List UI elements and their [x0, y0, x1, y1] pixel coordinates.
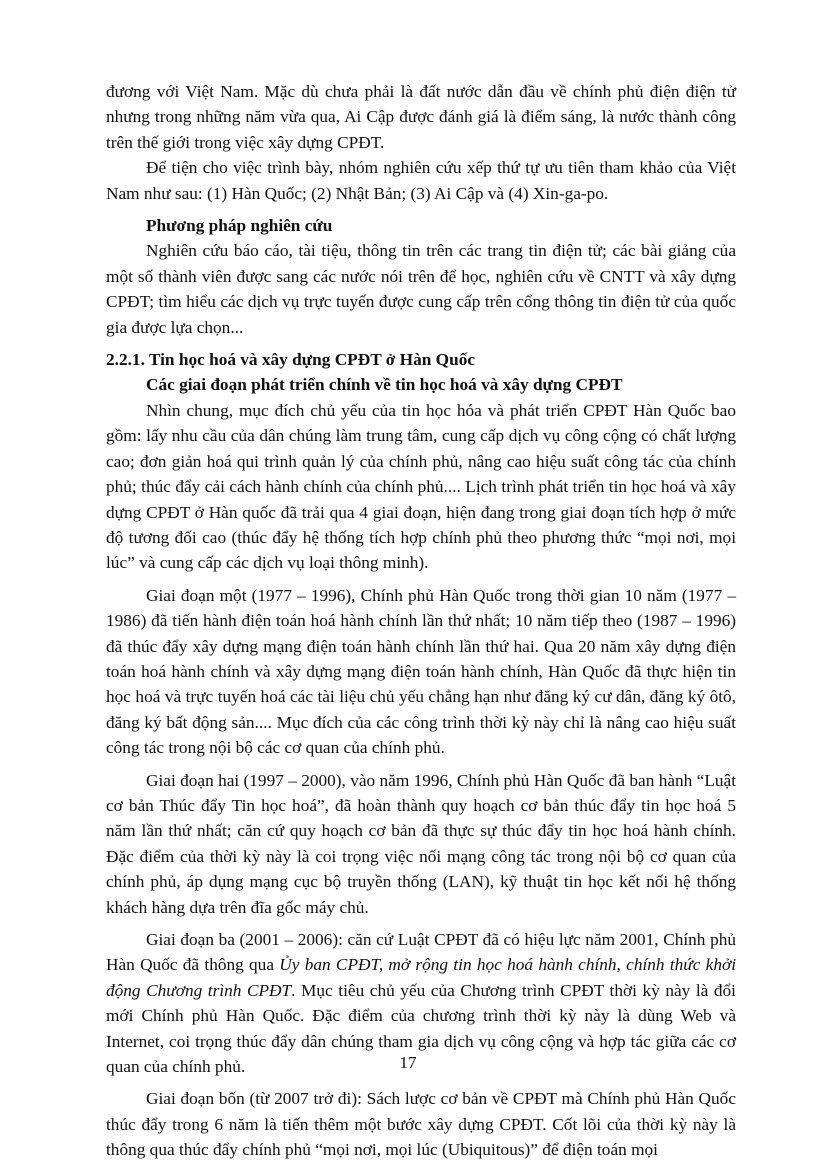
paragraph-priority-order: Để tiện cho việc trình bày, nhóm nghiên cứu xếp thứ tự ưu tiên tham khảo của Việt Nam như sau: (1) Hàn Quốc; (2) Nhật Bản; (3) Ai Cập và (4) Xin-ga-po.	[106, 158, 736, 203]
paragraph-continuation: đương với Việt Nam. Mặc dù chưa phải là đất nước dẫn đầu về chính phủ điện điện tử nhưng trong những năm vừa qua, Ai Cập được đánh giá là điểm sáng, là nước thành công trên thế giới trong việc xây dựng CPĐT.	[106, 82, 736, 152]
heading-research-method: Phương pháp nghiên cứu	[146, 216, 333, 236]
paragraph-stage-one: Giai đoạn một (1977 – 1996), Chính phủ Hàn Quốc trong thời gian 10 năm (1977 – 1986) đã tiến hành điện toán hoá hành chính lần thứ nhất; 10 năm tiếp theo (1987 – 1996) đã thúc đẩy xây dựng mạng điện toán hành chính lần thứ hai. Qua 20 năm xây dựng điện toán hoá hành chính và xây dựng mạng điện toán hành chính, Hàn Quốc đã thực hiện tin học hoá và trực tuyến hoá các tài liệu chủ yếu chẳng hạn như đăng ký cư dân, đăng ký ôtô, đăng ký bất động sản.... Mục đích của các công trình thời kỳ này chỉ là nâng cao hiệu suất công tác trong nội bộ các cơ quan của chính phủ.	[106, 585, 736, 758]
paragraph-overview: Nhìn chung, mục đích chủ yếu của tin học hóa và phát triển CPĐT Hàn Quốc bao gồm: lấy nhu cầu của dân chúng làm trung tâm, cung cấp dịch vụ công cộng có chất lượng cao; đơn giản hoá qui trình quản lý của chính phủ, nâng cao hiệu suất công tác của chính phủ; thúc đẩy cải cách hành chính của chính phủ.... Lịch trình phát triển tin học hoá và xây dựng CPĐT ở Hàn quốc đã trải qua 4 giai đoạn, hiện đang trong giai đoạn tích hợp ở mức độ tương đối cao (thúc đẩy hệ thống tích hợp chính phủ theo phương thức “mọi nơi, mọi lúc” và cung cấp các dịch vụ loại thông minh).	[106, 400, 736, 573]
page-body	[106, 79, 736, 1163]
paragraph-stage-four: Giai đoạn bốn (từ 2007 trở đi): Sách lược cơ bản về CPĐT mà Chính phủ Hàn Quốc thúc đẩy trong 6 năm là tiến thêm một bước xây dựng CPĐT. Cốt lõi của thời kỳ này là thông qua thúc đẩy chính phủ “mọi nơi, mọi lúc (Ubiquitous)” để điện toán mọi	[106, 1089, 736, 1160]
section-heading-korea: 2.2.1. Tin học hoá và xây dựng CPĐT ở Hàn Quốc	[106, 350, 476, 370]
subheading-development-stages: Các giai đoạn phát triển chính về tin học hoá và xây dựng CPĐT	[146, 375, 623, 395]
stage-three-text-b: . Mục tiêu chủ yếu của Chương trình CPĐT thời kỳ này là đổi mới Chính phủ Hàn Quốc. Đặc điểm của chương trình thời kỳ này là dùng Web và Internet, coi trọng thúc đẩy dân chúng tham gia dịch vụ công cộng và hợp tác giữa các cơ quan của chính phủ.	[106, 980, 736, 1077]
paragraph-stage-two: Giai đoạn hai (1997 – 2000), vào năm 1996, Chính phủ Hàn Quốc đã ban hành “Luật cơ bản Thúc đẩy Tin học hoá”, đã hoàn thành quy hoạch cơ bản thúc đẩy tin học hoá 5 năm lần thứ nhất; căn cứ quy hoạch cơ bản đã thực sự thúc đẩy tin học hoá hành chính. Đặc điểm của thời kỳ này là coi trọng việc nối mạng công tác trong nội bộ cơ quan của chính phủ, áp dụng mạng cục bộ truyền thống (LAN), kỹ thuật tin học kết nối hệ thống khách hàng dựa trên đĩa gốc máy chủ.	[106, 770, 736, 917]
stage-three-italic-text: Ủy ban CPĐT, mở rộng tin học hoá hành chính, chính thức khởi động Chương trình CPĐT	[106, 955, 736, 1000]
page-number: 17	[399, 1053, 417, 1072]
paragraph-research-method: Nghiên cứu báo cáo, tài tiệu, thông tin trên các trang tin điện tử; các bài giảng của một số thành viên được sang các nước nói trên để học, nghiên cứu về CNTT và xây dựng CPĐT; tìm hiểu các dịch vụ trực tuyến được cung cấp trên cổng thông tin điện tử của quốc gia được lựa chọn...	[106, 241, 736, 337]
stage-three-text-a: Giai đoạn ba (2001 – 2006): căn cứ Luật CPĐT đã có hiệu lực năm 2001, Chính phủ Hàn Quốc đã thông qua	[106, 930, 736, 975]
